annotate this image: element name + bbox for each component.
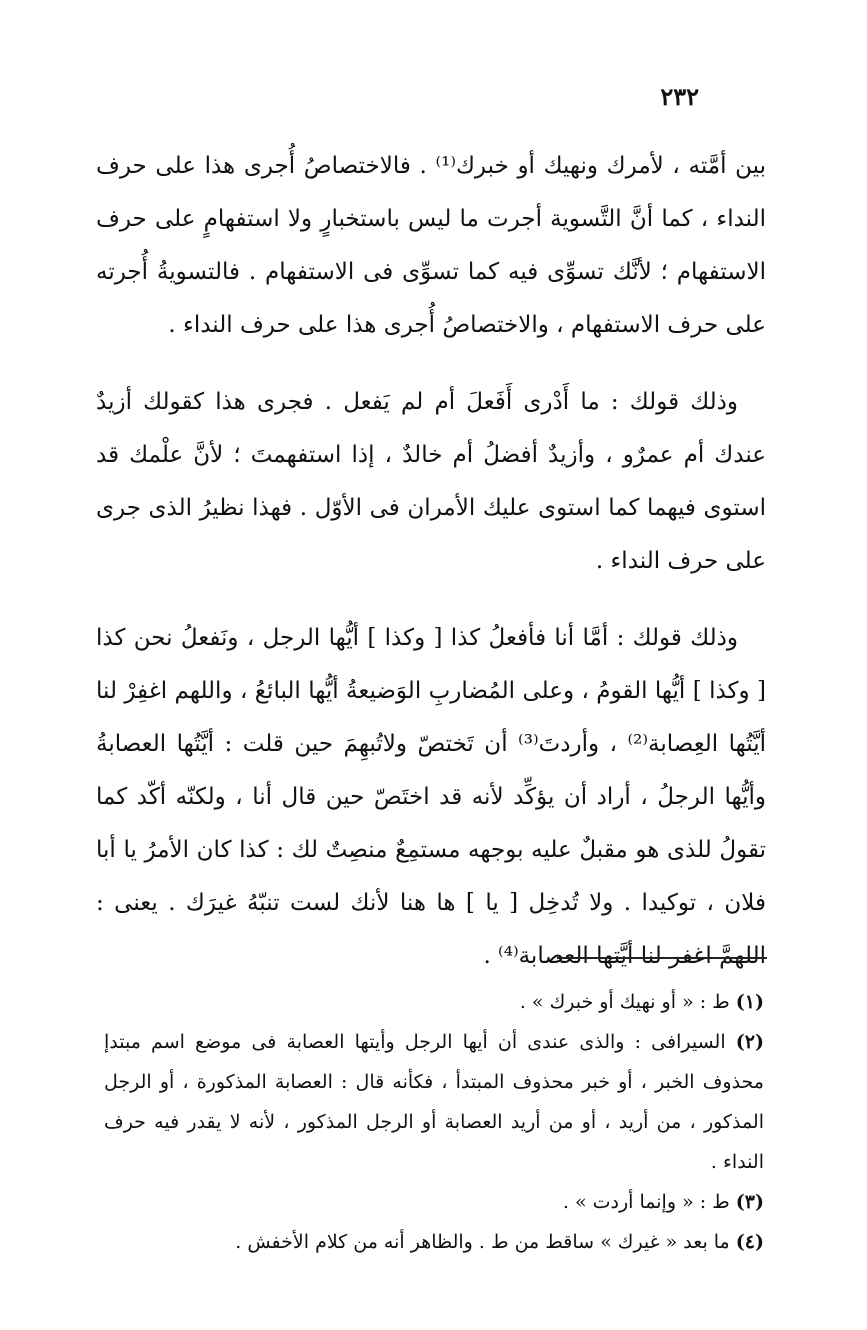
footnote-text: ط : « أو نهيك أو خبرك » . (519, 991, 730, 1013)
footnote-number: (٤) (735, 1231, 764, 1253)
footnote-1 (104, 982, 764, 1022)
footnote-3 (104, 1182, 764, 1222)
footnotes (104, 982, 764, 1262)
footnote-number: (٣) (735, 1191, 764, 1213)
main-text (96, 140, 766, 1007)
footnote-text: ط : « وإنما أردت » . (562, 1191, 730, 1213)
footnote-text: السيرافى : والذى عندى أن أيها الرجل وأيتها العصابة فى موضع اسم مبتدإ محذوف الخبر ، أو خبر محذوف المبتدأ ، فكأنه قال : العصابة المذكورة ، أو الرجل المذكور ، من أريد ، أو من أريد العصابة أو الرجل المذكور ، لأنه لا يقدر فيه حرف النداء . (104, 1031, 764, 1173)
paragraph-3: وذلك قولك : أمَّا أنا فأفعلُ كذا [ وكذا ] أيُّها الرجل ، ونَفعلُ نحن كذا [ وكذا ] أيُّها القومُ ، وعلى المُضاربِ الوَضيعةُ أيُّها البائعُ ، واللهم اغفِرْ لنا أيَّتُها العِصابة⁽²⁾ ، وأردتَ⁽³⁾ أن تَختصّ ولاتُبهِمَ حين قلت : أيَّتُها العصابةُ وأيُّها الرجلُ ، أراد أن يؤكِّد لأنه قد اختَصّ حين قال أنا ، ولكنّه أكّد كما تقولُ للذى هو مقبلٌ عليه بوجهه مستمِعٌ منصِتٌ لك : كذا كان الأمرُ يا أبا فلان ، توكيدا . ولا تُدخِل [ يا ] ها هنا لأنك لست تنبّهُ غيرَك . يعنى : اللهمَّ اغفر لنا أيَّتها العصابة⁽⁴⁾ . (96, 625, 767, 969)
footnote-text: ما بعد « غيرك » ساقط من ط . والظاهر أنه من كلام الأخفش . (235, 1231, 730, 1253)
footnote-number: (١) (735, 991, 764, 1013)
page-number: ٢٣٢ (660, 82, 699, 111)
footnote-number: (٢) (735, 1031, 764, 1053)
paragraph-1: بين أمَّته ، لأمرك ونهيك أو خبرك⁽¹⁾ . فالاختصاصُ أُجرى هذا على حرف النداء ، كما أنَّ التَّسوية أجرت ما ليس باستخبارٍ ولا استفهامٍ على حرف الاستفهام ؛ لأنَّك تسوِّى فيه كما تسوِّى فى الاستفهام . فالتسويةُ أُجرته على حرف الاستفهام ، والاختصاصُ أُجرى هذا على حرف النداء . (96, 153, 766, 338)
footnote-4 (104, 1222, 764, 1262)
paragraph-2: وذلك قولك : ما أَدْرى أَفَعلَ أم لم يَفعل . فجرى هذا كقولك أزيدٌ عندك أم عمرٌو ، وأزيدٌ أفضلُ أم خالدٌ ، إذا استفهمتَ ؛ لأنَّ علْمك قد استوى فيهما كما استوى عليك الأمران فى الأوّل . فهذا نظيرُ الذى جرى على حرف النداء . (96, 389, 766, 574)
footnote-divider (557, 957, 767, 959)
footnote-2 (104, 1022, 764, 1182)
